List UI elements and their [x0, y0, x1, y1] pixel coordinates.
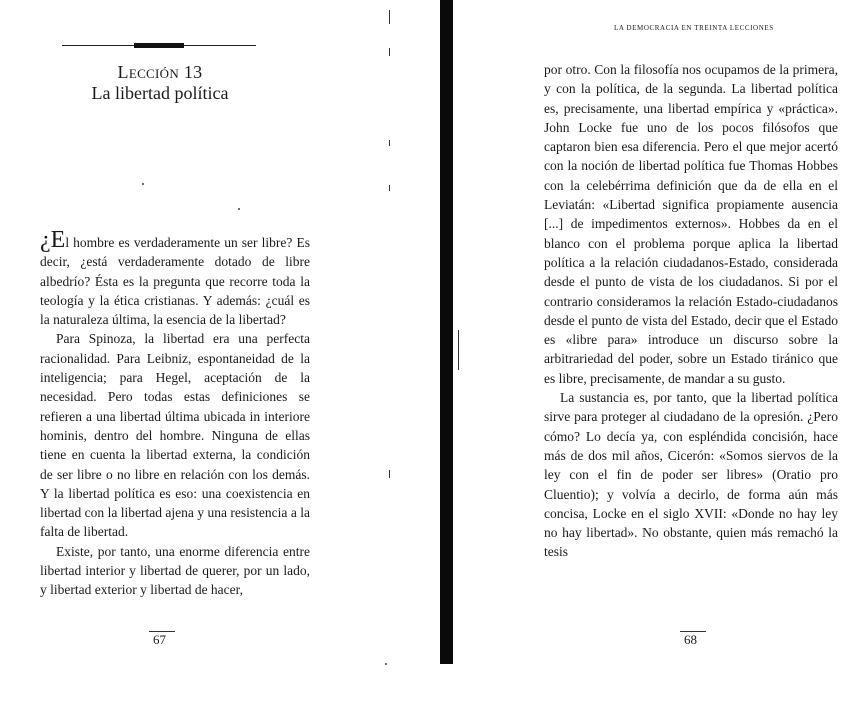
gutter-mark [389, 10, 390, 24]
paragraph-1-text: l hombre es verdaderamente un ser libre? Es decir, ¿está verdaderamente dotado de libre albedrío? Ésta es la pregunta que recorre toda la teología y la ética cristianas. Y además: ¿cuál es la naturaleza última, la esencia de la libertad? [40, 235, 310, 328]
paragraph-2: Para Spinoza, la libertad era una perfecta racionalidad. Para Leibniz, espontaneidad de la inteligencia; para Hegel, aceptación de la necesidad. Pero todas estas definiciones se refieren a una libertad última ubicada in interiore hominis, dentro del hombre. Ninguna de ellas tiene en cuenta la libertad externa, la condición de ser libre o no libre en relación con los demás. Y la libertad política es eso: una coexistencia en libertad con la libertad ajena y una resistencia a la falta de libertad. [40, 331, 310, 540]
scan-speck [238, 208, 240, 210]
left-body-text [40, 227, 310, 600]
page-number: 67 [153, 632, 166, 647]
gutter-mark [389, 140, 390, 146]
dropcap: ¿E [40, 227, 66, 253]
paragraph-3: Existe, por tanto, una enorme diferencia entre libertad interior y libertad de querer, por un lado, y libertad exterior y libertad de hacer, [40, 543, 310, 598]
scan-speck [385, 663, 387, 665]
right-page [452, 0, 848, 710]
gutter-mark [389, 185, 390, 191]
left-page [0, 0, 400, 710]
right-body-text [544, 60, 838, 562]
chapter-rule-center [134, 43, 184, 48]
scan-speck [142, 183, 144, 185]
chapter-heading [60, 62, 260, 103]
gutter-mark [389, 470, 390, 478]
page-number: 68 [684, 632, 697, 647]
gutter-mark [389, 48, 390, 56]
lesson-number: Lección 13 [117, 62, 203, 82]
lesson-title: La libertad política [91, 83, 229, 103]
paragraph-2: La sustancia es, por tanto, que la libertad política sirve para proteger al ciudadano de la opresión. ¿Pero cómo? Lo decía ya, con espléndida concisión, hace más de dos mil años, Cicerón: «Somos siervos de la ley con el fin de poder ser libres» (Oratio pro Cluentio); y volvía a decirlo, de forma aún más concisa, Locke en el siglo XVII: «Donde no hay ley no hay libertad». No obstante, quien más remachó la tesis [544, 390, 838, 560]
chapter-rule-left [62, 45, 134, 46]
paragraph-1: por otro. Con la filosofía nos ocupamos de la primera, y con la política, de la segunda. La libertad política es, precisamente, una libertad empírica y «práctica». John Locke fue uno de los pocos filósofos que captaron bien esa diferencia. Pero el que mejor acertó con la noción de libertad política fue Thomas Hobbes con la celebérrima definición que da de ella en el Leviatán: «Libertad significa propiamente ausencia [...] de impedimentos externos». Hobbes da en el blanco con el problema porque aplica la libertad política a la relación ciudadanos-Estado, considerada desde el punto de vista de los ciudadanos. Si por el contrario consideramos la relación Estado-ciudadanos desde el punto de vista del Estado, decir que el Estado es «libre para» introduce un discurso sobre la arbitrariedad del poder, sobre un Estado tiránico que es libre, precisamente, de mandar a su gusto. [544, 62, 838, 386]
running-head: LA DEMOCRACIA EN TREINTA LECCIONES [614, 24, 774, 32]
paragraph [40, 227, 310, 329]
chapter-rule-right [184, 45, 256, 46]
